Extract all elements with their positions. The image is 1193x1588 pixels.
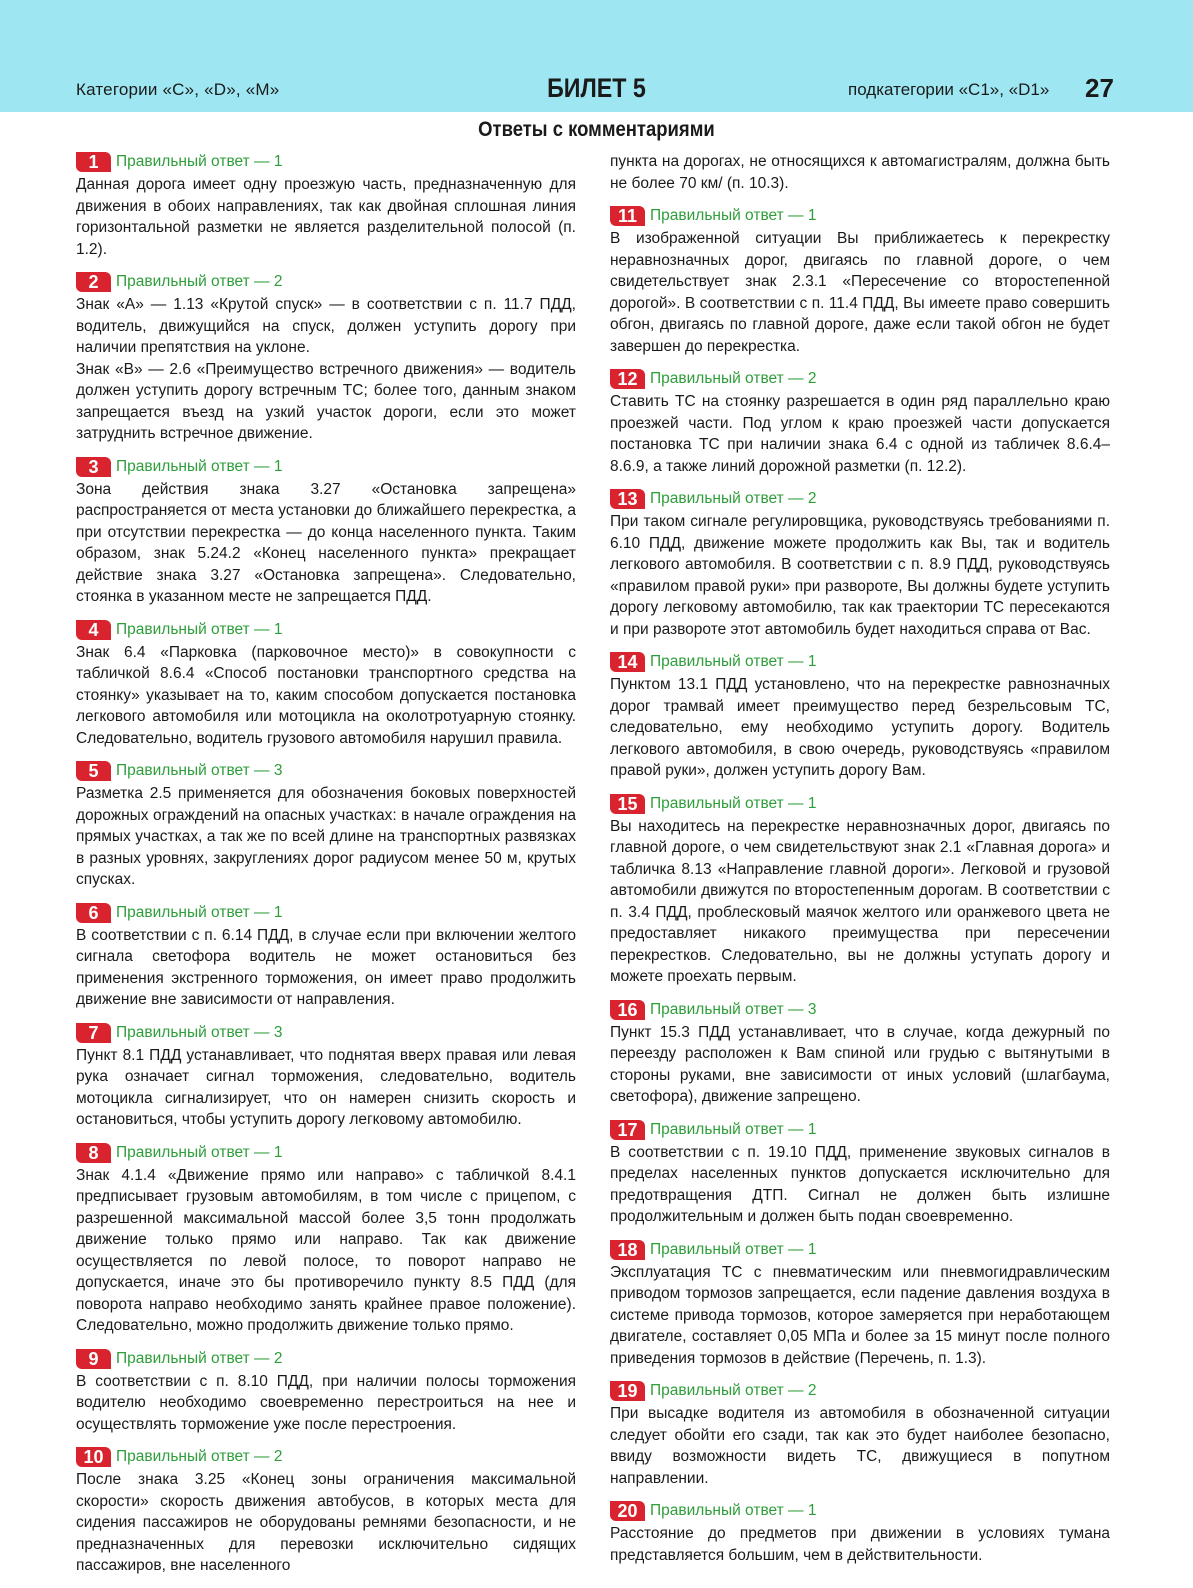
answer-15	[610, 793, 1110, 988]
answer-number-badge: 13	[610, 489, 645, 509]
answer-number-badge: 7	[76, 1023, 111, 1043]
answer-number-badge: 11	[610, 206, 645, 226]
answer-label: Правильный ответ — 1	[650, 794, 817, 812]
answer-3	[76, 456, 576, 608]
left-column	[76, 151, 576, 1588]
answer-label: Правильный ответ — 1	[650, 1120, 817, 1138]
answer-label: Правильный ответ — 2	[650, 370, 817, 387]
answer-9	[76, 1348, 576, 1436]
answer-text: Разметка 2.5 применяется для обозначения боковых поверхностей дорожных ограждений на опасных участках: в начале ограждения на прямых участках, а так же по всей длине на транспортных развязках в разных уровнях, закруглениях дорог радиусом менее 50 м, крутых спусках.	[76, 785, 576, 888]
answer-8	[76, 1142, 576, 1337]
answer-number-badge: 17	[610, 1120, 645, 1140]
answer-label: Правильный ответ — 1	[116, 620, 283, 638]
answer-text: Ставить ТС на стоянку разрешается в один ряд параллельно краю проезжей части. Под углом к краю проезжей части допускается постановка ТС при наличии знака 6.4 с одной из табличек 8.6.4–8.6.9, а также линий дорожной разметки (п. 12.2).	[610, 393, 1110, 475]
answer-label: Правильный ответ — 3	[116, 762, 283, 779]
answer-text: При высадке водителя из автомобиля в обозначенной ситуации следует обойти его сзади, так как это будет наиболее безопасно, ввиду возможности видеть ТС, движущиеся в попутном направлении.	[610, 1405, 1110, 1487]
answer-text: В соответствии с п. 6.14 ПДД, в случае если при включении желтого сигнала светофора водитель не может остановиться без применения экстренного торможения, он имеет право продолжить движение вне зависимости от направления.	[76, 926, 576, 1008]
answer-text: Расстояние до предметов при движении в условиях тумана представляется большим, чем в действительности.	[610, 1525, 1110, 1564]
answer-number-badge: 12	[610, 369, 645, 389]
answer-label: Правильный ответ — 2	[116, 1349, 283, 1367]
answer-label: Правильный ответ — 2	[650, 1382, 817, 1399]
answer-number-badge: 8	[76, 1143, 111, 1163]
answer-label: Правильный ответ — 1	[650, 1502, 817, 1519]
answer-text: Пунктом 13.1 ПДД установлено, что на перекрестке равнозначных дорог трамвай имеет преимущество перед безрельсовым ТС, следовательно, ему необходимо уступить дорогу. Водитель легкового автомобиля, в свою очередь, руководствуясь «правилом правой руки», должен уступить дорогу Вам.	[610, 676, 1110, 779]
answer-text: В соответствии с п. 19.10 ПДД, применение звуковых сигналов в пределах населенных пунктов допускается исключительно для предотвращения ДТП. Сигнал не должен быть излишне продолжительным и должен быть подан своевременно.	[610, 1143, 1110, 1225]
answer-number-badge: 14	[610, 652, 645, 672]
answer-text: Вы находитесь на перекрестке неравнозначных дорог, двигаясь по главной дороге, о чем свидетельствуют знак 2.1 «Главная дорога» и табличка 8.13 «Направление главной дороги». Легковой и грузовой автомобили движутся по второстепенным дорогам. В соответствии с п. 3.4 ПДД, проблесковый маячок желтого или оранжевого цвета не предоставляет никакого преимущества при пересечении перекрестков. Следовательно, вы не должны уступать дорогу и можете проехать первым.	[610, 817, 1110, 985]
answer-10-continuation: пункта на дорогах, не относящихся к автомагистралям, должна быть не более 70 км/ (п. 10.3).	[610, 153, 1110, 192]
answer-18	[610, 1239, 1110, 1370]
answer-number-badge: 16	[610, 1000, 645, 1020]
answer-number-badge: 15	[610, 794, 645, 814]
answer-14	[610, 651, 1110, 782]
page-number: 27	[1085, 73, 1114, 103]
answer-5	[76, 760, 576, 891]
answer-11	[610, 205, 1110, 357]
answer-number-badge: 4	[76, 620, 111, 640]
answer-number-badge: 2	[76, 272, 111, 292]
answer-number-badge: 5	[76, 761, 111, 781]
right-column	[610, 151, 1110, 1577]
answer-2	[76, 271, 576, 445]
answer-label: Правильный ответ — 3	[650, 1000, 817, 1018]
answer-number-badge: 20	[610, 1501, 645, 1521]
answer-16	[610, 999, 1110, 1108]
answer-text: После знака 3.25 «Конец зоны ограничения максимальной скорости» скорость движения автобусов, в которых места для сидения пассажиров не оборудованы ремнями безопасности, и не предназначенных для перевозки исключительно сидящих пассажиров, вне населенного	[76, 1471, 576, 1574]
answer-number-badge: 9	[76, 1349, 111, 1369]
answer-text: В изображенной ситуации Вы приближаетесь к перекрестку неравнозначных дорог, двигаясь по главной дороге, о чем свидетельствует знак 2.3.1 «Пересечение со второстепенной дорогой». В соответствии с п. 11.4 ПДД, Вы имеете право совершить обгон, двигаясь по главной дороге, даже если такой обгон не будет завершен до перекрестка.	[610, 230, 1110, 355]
answer-13	[610, 488, 1110, 640]
answer-text: Эксплуатация ТС с пневматическим или пневмогидравлическим приводом тормозов запрещается, если падение давления воздуха в системе привода тормозов, которое замеряется при неработающем двигателе, составляет 0,05 МПа и более за 15 минут после полного приведения тормозов в действие (Перечень, п. 1.3).	[610, 1263, 1110, 1367]
answer-text: Знак 4.1.4 «Движение прямо или направо» с табличкой 8.4.1 предписывает грузовым автомобилям, в том числе с прицепом, с разрешенной максимальной массой более 3,5 тонн продолжать движение только прямо или направо. Так как движение осуществляется по левой полосе, то поворот направо не допускается, иначе это бы противоречило пункту 8.5 ПДД (для поворота направо необходимо занять крайнее правое положение). Следовательно, можно продолжить движение только прямо.	[76, 1166, 576, 1334]
answer-4	[76, 619, 576, 750]
answer-text: Пункт 8.1 ПДД устанавливает, что поднятая вверх правая или левая рука означает сигнал торможения, следовательно, водитель мотоцикла сигнализирует, что он намерен снизить скорость и остановиться, чтобы уступить дорогу легковому автомобилю.	[76, 1046, 576, 1128]
answer-label: Правильный ответ — 1	[116, 903, 283, 921]
answer-6	[76, 902, 576, 1011]
answer-label: Правильный ответ — 1	[650, 1240, 817, 1258]
answer-19	[610, 1380, 1110, 1489]
answer-text: В соответствии с п. 8.10 ПДД, при наличии полосы торможения водителю необходимо своевременно перестроиться на нее и осуществлять торможение уже после перестроения.	[76, 1372, 576, 1433]
answer-number-badge: 1	[76, 152, 111, 172]
ticket-title: БИЛЕТ 5	[547, 73, 646, 103]
answer-7	[76, 1022, 576, 1131]
header-subcategories: подкатегории «C1», «D1»	[848, 80, 1050, 99]
answer-text: При таком сигнале регулировщика, руководствуясь требованиями п. 6.10 ПДД, движение можете продолжить как Вы, так и водитель легкового автомобиля. В соответствии с п. 8.9 ПДД, руководствуясь «правилом правой руки» при развороте, Вы должны будете уступить дорогу легковому автомобилю, так как траектории ТС пересекаются и при развороте этот автомобиль будет находиться справа от Вас.	[610, 513, 1110, 638]
answer-number-badge: 19	[610, 1381, 645, 1401]
answer-17	[610, 1119, 1110, 1228]
answer-text: Данная дорога имеет одну проезжую часть, предназначенную для движения в обоих направлениях, так как двойная сплошная линия горизонтальной разметки не является разделительной полосой (п. 1.2).	[76, 176, 576, 258]
answer-label: Правильный ответ — 1	[650, 207, 817, 224]
answer-20	[610, 1500, 1110, 1566]
answer-number-badge: 18	[610, 1240, 645, 1260]
answer-number-badge: 6	[76, 903, 111, 923]
answer-label: Правильный ответ — 1	[116, 1143, 283, 1161]
answer-label: Правильный ответ — 1	[116, 153, 283, 170]
answer-label: Правильный ответ — 2	[116, 273, 283, 290]
answer-text: Знак 6.4 «Парковка (парковочное место)» в совокупности с табличкой 8.6.4 «Способ постановки транспортного средства на стоянку» указывает на то, каким способом допускается постановка легкового автомобиля или мотоцикла на околотротуарную стоянку. Следовательно, водитель грузового автомобиля нарушил правила.	[76, 643, 576, 747]
section-title: Ответы с комментариями	[478, 118, 715, 141]
header-categories: Категории «C», «D», «M»	[76, 80, 280, 99]
answer-label: Правильный ответ — 1	[650, 653, 817, 670]
answer-text: Зона действия знака 3.27 «Остановка запрещена» распространяется от места установки до ближайшего перекрестка, а при отсутствии перекрестка — до конца населенного пункта. Таким образом, знак 5.24.2 «Конец населенного пункта» прекращает действие знака 3.27 «Остановка запрещена». Следовательно, стоянка в указанном месте не запрещается ПДД.	[76, 480, 576, 605]
answer-label: Правильный ответ — 1	[116, 457, 283, 475]
answer-number-badge: 10	[76, 1447, 111, 1467]
answer-label: Правильный ответ — 2	[116, 1448, 283, 1465]
answer-10	[76, 1446, 576, 1577]
answer-12	[610, 368, 1110, 477]
answer-1	[76, 151, 576, 260]
answer-number-badge: 3	[76, 457, 111, 477]
answer-text: Знак «А» — 1.13 «Крутой спуск» — в соответствии с п. 11.7 ПДД, водитель, движущийся на спуск, должен уступить дорогу при наличии препятствия на уклоне. Знак «В» — 2.6 «Преимущество встречного движения» — водитель должен уступить дорогу встречным ТС; более того, данным знаком запрещается въезд на узкий участок дороги, если это может затруднить встречное движение.	[76, 296, 576, 442]
answer-label: Правильный ответ — 3	[116, 1023, 283, 1041]
answer-label: Правильный ответ — 2	[650, 490, 817, 507]
answer-text: Пункт 15.3 ПДД устанавливает, что в случае, когда дежурный по переезду расположен к Вам спиной или грудью с вытянутыми в стороны руками, вне зависимости от иных условий (шлагбаума, светофора), движение запрещено.	[610, 1023, 1110, 1105]
